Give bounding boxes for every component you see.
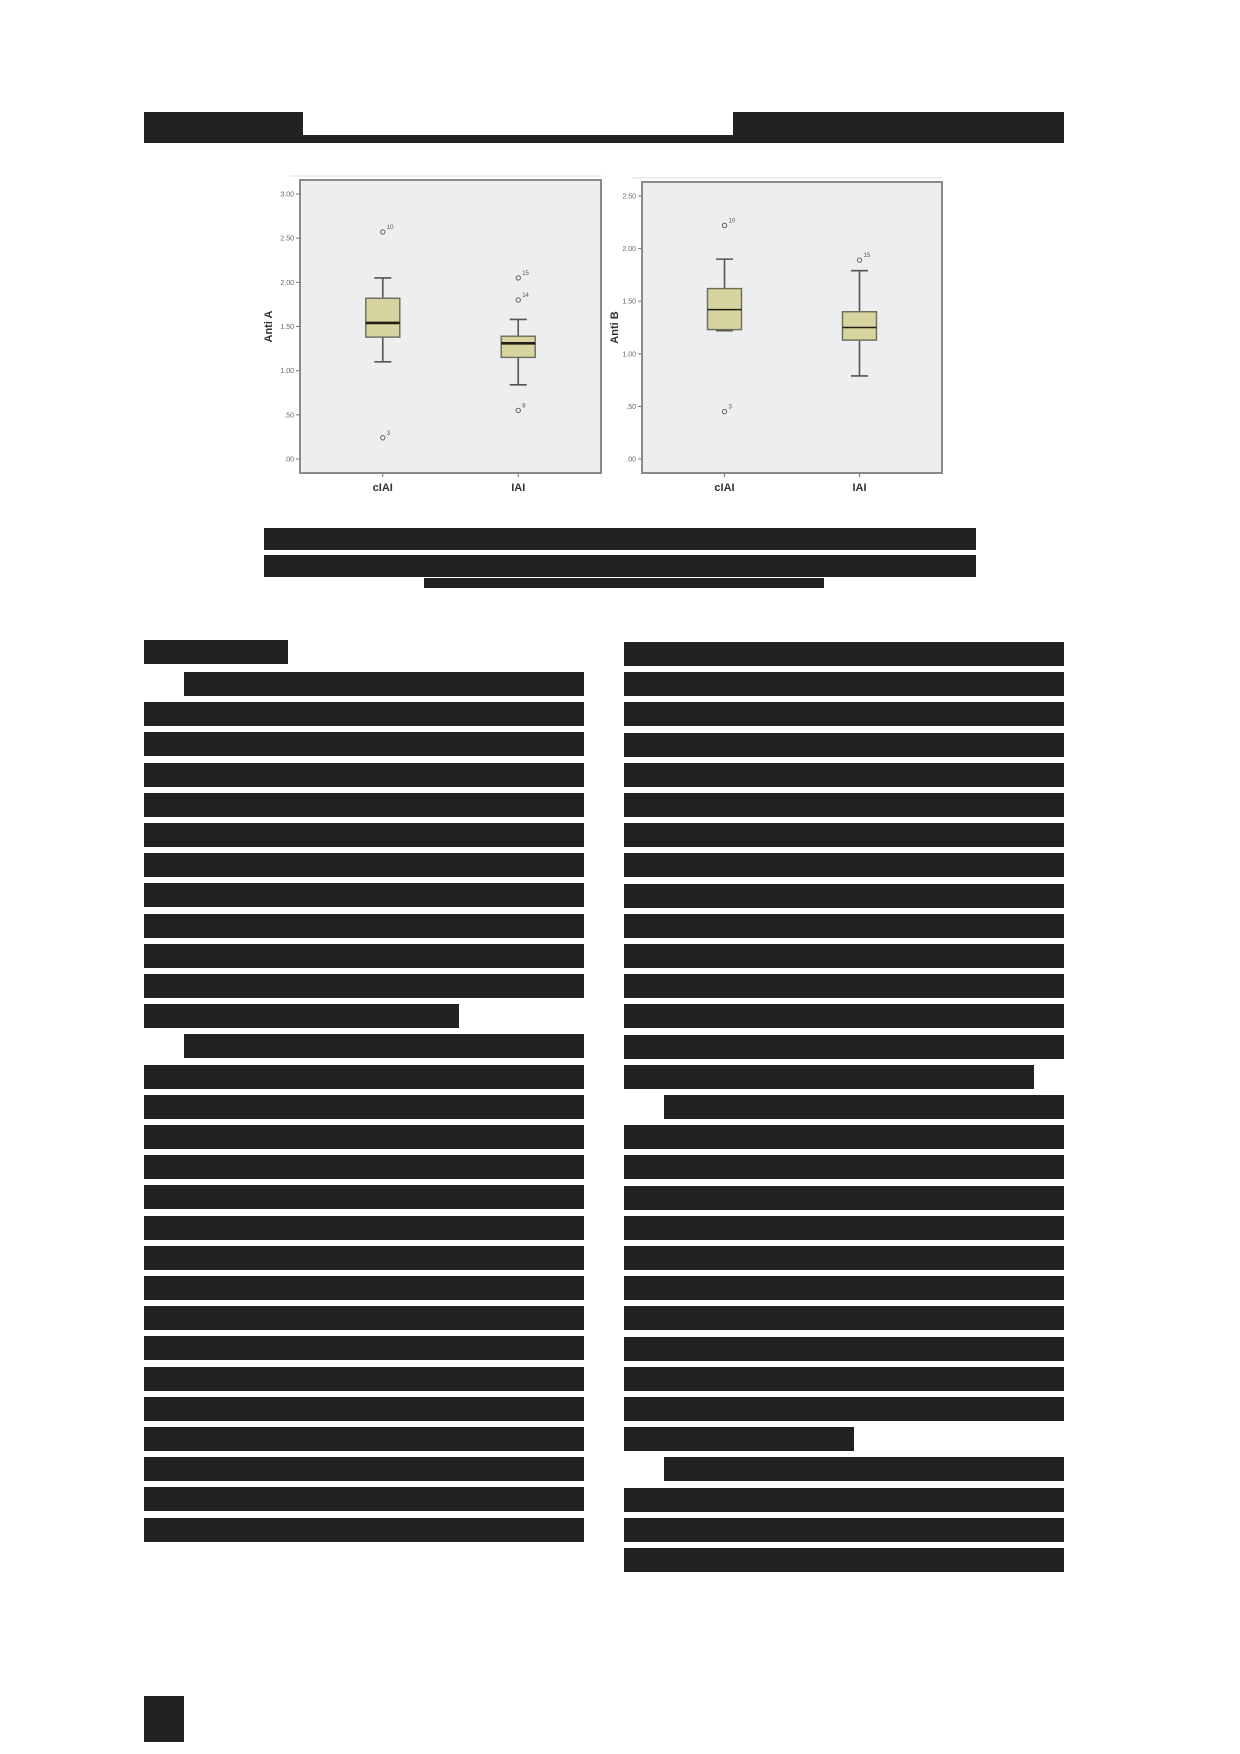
redacted-text-line (144, 763, 584, 787)
outlier-label: 3 (386, 430, 391, 437)
figure-anti-a (240, 170, 610, 505)
redacted-text-line (144, 702, 584, 726)
redacted-text-line (144, 883, 584, 907)
iqr-box (366, 298, 400, 337)
redacted-text-line (624, 702, 1064, 726)
boxplot-anti-b (590, 170, 960, 505)
y-tick-label: 3.00 (280, 191, 294, 199)
redacted-text-line (144, 793, 584, 817)
section-heading (144, 640, 288, 664)
redacted-text-line (144, 732, 584, 756)
redacted-text-line (624, 914, 1064, 938)
y-tick-label: 1.50 (622, 298, 636, 306)
redacted-text-line (624, 884, 1064, 908)
outlier-label: 8 (522, 403, 526, 410)
redacted-text-line (144, 914, 584, 938)
redacted-text-line (624, 1337, 1064, 1361)
redacted-text-line (624, 1065, 1034, 1089)
iqr-box (501, 336, 535, 357)
redacted-text-line (144, 1004, 459, 1028)
redacted-text-line (624, 853, 1064, 877)
y-tick-label: .50 (626, 403, 636, 411)
outlier-label: 15 (863, 253, 871, 260)
x-tick-label: IAI (511, 482, 526, 494)
redacted-text-line (624, 974, 1064, 998)
redacted-text-line (624, 1155, 1064, 1179)
y-axis-label: Anti A (263, 310, 275, 343)
redacted-text-line (624, 1125, 1064, 1149)
redacted-text-line (624, 1186, 1064, 1210)
redacted-text-line (144, 1367, 584, 1391)
redacted-text-line (624, 763, 1064, 787)
page-number (144, 1696, 184, 1742)
redacted-text-line (144, 1065, 584, 1089)
y-tick-label: .50 (284, 412, 294, 420)
outlier-label: 14 (522, 293, 529, 299)
redacted-text-line (144, 1095, 584, 1119)
redacted-text-line (624, 1548, 1064, 1572)
redacted-text-line (144, 1457, 584, 1481)
redacted-text-line (624, 1216, 1064, 1240)
x-tick-label: cIAI (372, 482, 393, 494)
plot-area (642, 182, 942, 473)
redacted-text-line (144, 1125, 584, 1149)
y-tick-label: 2.50 (280, 235, 294, 243)
redacted-text-line (144, 1518, 584, 1542)
outlier-label: 10 (386, 224, 394, 231)
x-tick-label: cIAI (714, 482, 735, 494)
redacted-text-line (184, 1034, 584, 1058)
redacted-text-line (624, 1306, 1064, 1330)
y-tick-label: 2.50 (622, 193, 636, 201)
redacted-text-line (144, 1276, 584, 1300)
y-tick-label: .00 (626, 456, 636, 464)
y-tick-label: .00 (284, 456, 294, 464)
y-axis-label: Anti B (609, 311, 621, 344)
outlier-label: 15 (522, 270, 529, 277)
redacted-text-line (144, 1155, 584, 1179)
boxplot-anti-a (240, 170, 610, 505)
redacted-text-line (624, 642, 1064, 666)
redacted-text-line (624, 793, 1064, 817)
y-tick-label: 1.50 (280, 324, 294, 331)
redacted-text-line (144, 1246, 584, 1270)
redacted-text-line (144, 823, 584, 847)
plot-area (300, 180, 601, 473)
redacted-text-line (624, 1397, 1064, 1421)
redacted-text-line (144, 1487, 584, 1511)
redacted-text-line (664, 1457, 1064, 1481)
redacted-text-line (144, 1306, 584, 1330)
x-tick-label: IAI (852, 482, 867, 494)
running-header-right (733, 112, 1064, 143)
redacted-text-line (624, 733, 1064, 757)
redacted-text-line (624, 1246, 1064, 1270)
redacted-text-line (144, 944, 584, 968)
redacted-text-line (144, 1336, 584, 1360)
outlier-label: 10 (728, 218, 736, 225)
redacted-text-line (624, 1276, 1064, 1300)
redacted-text-line (624, 1367, 1064, 1391)
y-tick-label: 1.00 (622, 351, 636, 359)
redacted-text-line (624, 1427, 854, 1451)
y-tick-label: 2.00 (622, 246, 636, 254)
redacted-text-line (184, 672, 584, 696)
redacted-text-line (144, 1185, 584, 1209)
redacted-text-line (624, 1518, 1064, 1542)
redacted-text-line (144, 1397, 584, 1421)
redacted-text-line (624, 823, 1064, 847)
y-tick-label: 2.00 (280, 279, 294, 287)
redacted-text-line (664, 1095, 1064, 1119)
redacted-text-line (144, 1427, 584, 1451)
figure-anti-b (590, 170, 960, 505)
redacted-text-line (144, 974, 584, 998)
iqr-box (843, 312, 877, 340)
redacted-text-line (624, 944, 1064, 968)
y-tick-label: 1.00 (280, 368, 294, 376)
redacted-text-line (624, 672, 1064, 696)
redacted-text-line (624, 1004, 1064, 1028)
redacted-text-line (624, 1488, 1064, 1512)
redacted-text-line (144, 853, 584, 877)
outlier-label: 3 (728, 404, 732, 411)
redacted-text-line (144, 1216, 584, 1240)
redacted-text-line (624, 1035, 1064, 1059)
